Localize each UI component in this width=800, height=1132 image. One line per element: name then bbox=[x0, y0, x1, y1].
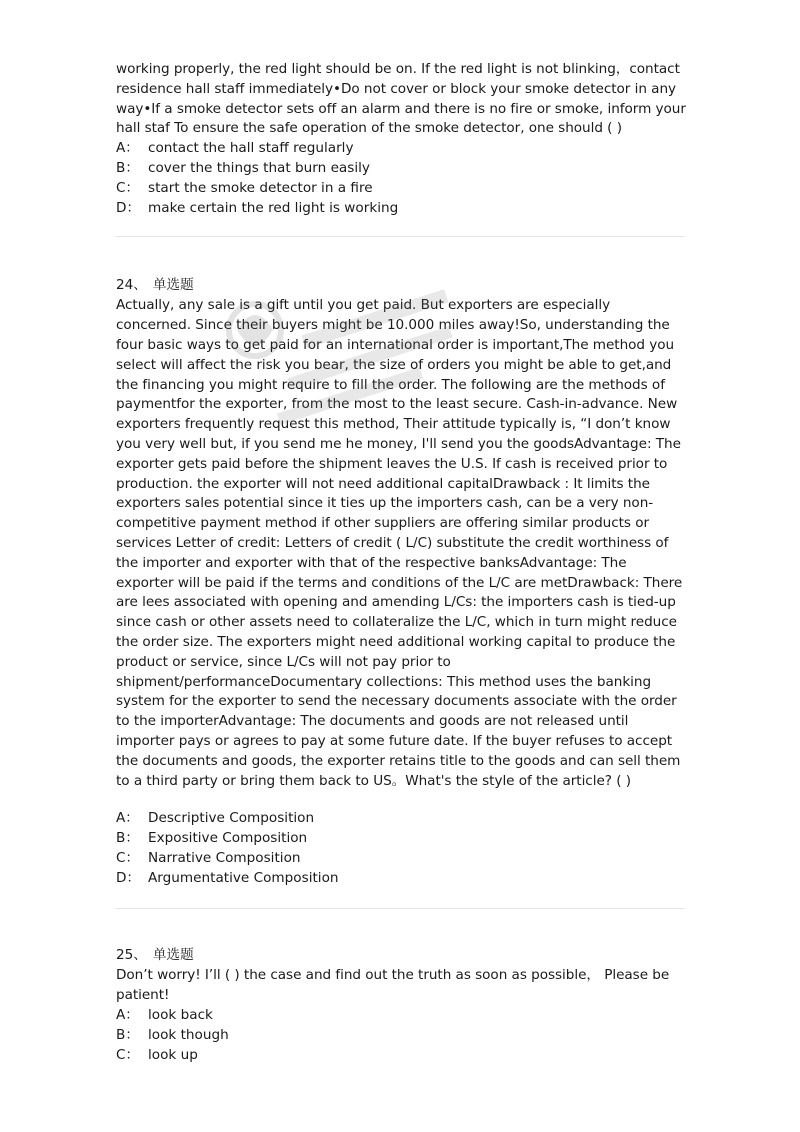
question-25-stem: Don’t worry! I’ll ( ) the case and find out the truth as soon as possible， Please be patient! bbox=[116, 967, 670, 1004]
option-a: A： look back bbox=[116, 1007, 213, 1024]
question-24-stem: Actually, any sale is a gift until you get paid. But exporters are especially concerned. Since their buyers might be 10.000 miles away!So, understanding the four basic ways to get paid for an international order is important,The method you select will affect the risk you bear, the size of orders you might be able to get,and the financing you might require to fill the order. The following are the methods of paymentfor the exporter, from the most to the least secure. Cash-in-advance. New exporters frequently request this method, Their attitude typically is, “I don’t know you very well but, if you send me he money, I'll send you the goodsAdvantage: The exporter gets paid before the shipment leaves the U.S. If cash is received prior to production. the exporter will not need additional capitalDrawback : It limits the exporters sales potential since it ties up the importers cash, can be a very non-competitive payment method if other suppliers are offering similar products or services Letter of credit: Letters of credit ( L/C) substitute the credit worthiness of the importer and exporter with that of the respective banksAdvantage: The exporter will be paid if the terms and conditions of the L/C are metDrawback: There are lees associated with opening and amending L/Cs: the importers cash is tied-up since cash or other assets need to collateralize the L/C, which in turn might reduce the order size. The exporters might need additional working capital to produce the product or service, since L/Cs will not pay prior to shipment/performanceDocumentary collections: This method uses the banking system for the exporter to send the necessary documents associate with the order to the importerAdvantage: The documents and goods are not released until importer pays or agrees to pay at some future date. If the buyer refuses to accept the documents and goods, the exporter retains title to the goods and can sell them to a third party or bring them back to US。What's the style of the article? ( ) bbox=[116, 297, 683, 789]
question-24 bbox=[116, 275, 688, 888]
question-type: 单选题 bbox=[152, 947, 194, 964]
option-a: A： Descriptive Composition bbox=[116, 810, 315, 827]
question-24-options bbox=[116, 809, 688, 888]
option-c: C： look up bbox=[116, 1046, 198, 1063]
option-b: B： look though bbox=[116, 1026, 229, 1043]
divider bbox=[116, 908, 684, 909]
question-number: 25、 bbox=[116, 947, 147, 964]
option-d: D： Argumentative Composition bbox=[116, 869, 339, 886]
option-c: C： start the smoke detector in a fire bbox=[116, 179, 373, 196]
question-23-stem: working properly, the red light should be on. If the red light is not blinking，contact residence hall staff immediately•Do not cover or block your smoke detector in any way•If a smoke detector sets off an alarm and there is no fire or smoke, inform your hall staf To ensure the safe operation of the smoke detector, one should ( ) bbox=[116, 61, 686, 137]
option-a: A： contact the hall staff regularly bbox=[116, 140, 354, 157]
question-25 bbox=[116, 945, 688, 1065]
question-type: 单选题 bbox=[152, 277, 194, 294]
document-page bbox=[116, 60, 688, 1065]
question-number: 24、 bbox=[116, 277, 147, 294]
question-23-options bbox=[116, 139, 688, 218]
question-25-header bbox=[116, 945, 688, 965]
option-d: D： make certain the red light is working bbox=[116, 199, 399, 216]
divider bbox=[116, 236, 684, 237]
option-b: B： cover the things that burn easily bbox=[116, 159, 370, 176]
question-23 bbox=[116, 60, 688, 218]
option-c: C： Narrative Composition bbox=[116, 849, 301, 866]
question-24-header bbox=[116, 275, 688, 295]
option-b: B： Expositive Composition bbox=[116, 830, 308, 847]
question-25-options bbox=[116, 1006, 688, 1065]
